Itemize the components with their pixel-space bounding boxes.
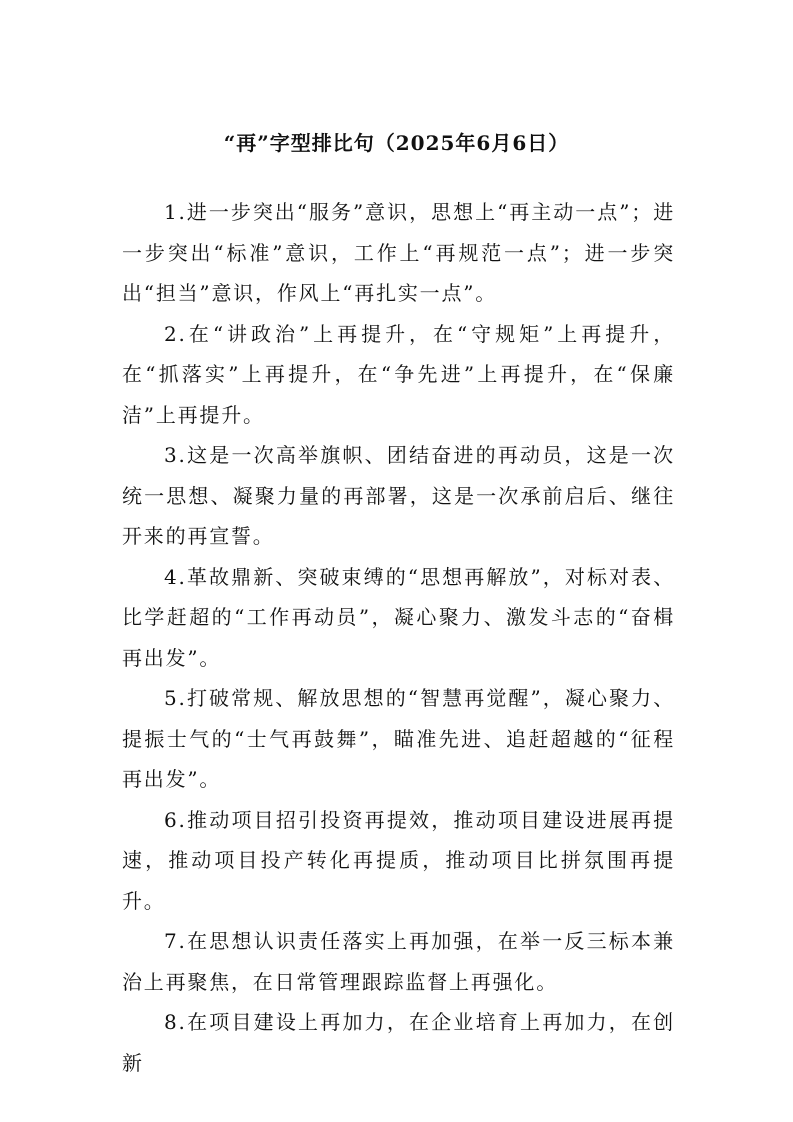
paragraph-6: 6.推动项目招引投资再提效，推动项目建设进展再提速，推动项目投产转化再提质，推动项目比拼氛围再提升。 bbox=[122, 807, 675, 913]
paragraph-1: 1.进一步突出“服务”意识，思想上“再主动一点”；进一步突出“标准”意识，工作上“再规范一点”；进一步突出“担当”意识，作风上“再扎实一点”。 bbox=[122, 200, 675, 305]
paragraph-8: 8.在项目建设上再加力，在企业培育上再加力，在创新 bbox=[122, 1010, 675, 1075]
paragraph-4: 4.革故鼎新、突破束缚的“思想再解放”，对标对表、比学赶超的“工作再动员”，凝心聚力、激发斗志的“奋楫再出发”。 bbox=[122, 564, 675, 670]
paragraph-3: 3.这是一次高举旗帜、团结奋进的再动员，这是一次统一思想、凝聚力量的再部署，这是一次承前启后、继往开来的再宣誓。 bbox=[122, 443, 675, 548]
paragraph-5: 5.打破常规、解放思想的“智慧再觉醒”，凝心聚力、提振士气的“士气再鼓舞”，瞄准先进、追赶超越的“征程再出发”。 bbox=[122, 686, 675, 791]
paragraph-7: 7.在思想认识责任落实上再加强，在举一反三标本兼治上再聚焦，在日常管理跟踪监督上再强化。 bbox=[122, 929, 675, 994]
paragraph-2: 2.在“讲政治”上再提升，在“守规矩”上再提升，在“抓落实”上再提升，在“争先进”上再提升，在“保廉洁”上再提升。 bbox=[122, 321, 675, 427]
document-body bbox=[122, 192, 675, 1083]
document-title: “再”字型排比句（2025年6月6日） bbox=[223, 131, 570, 155]
